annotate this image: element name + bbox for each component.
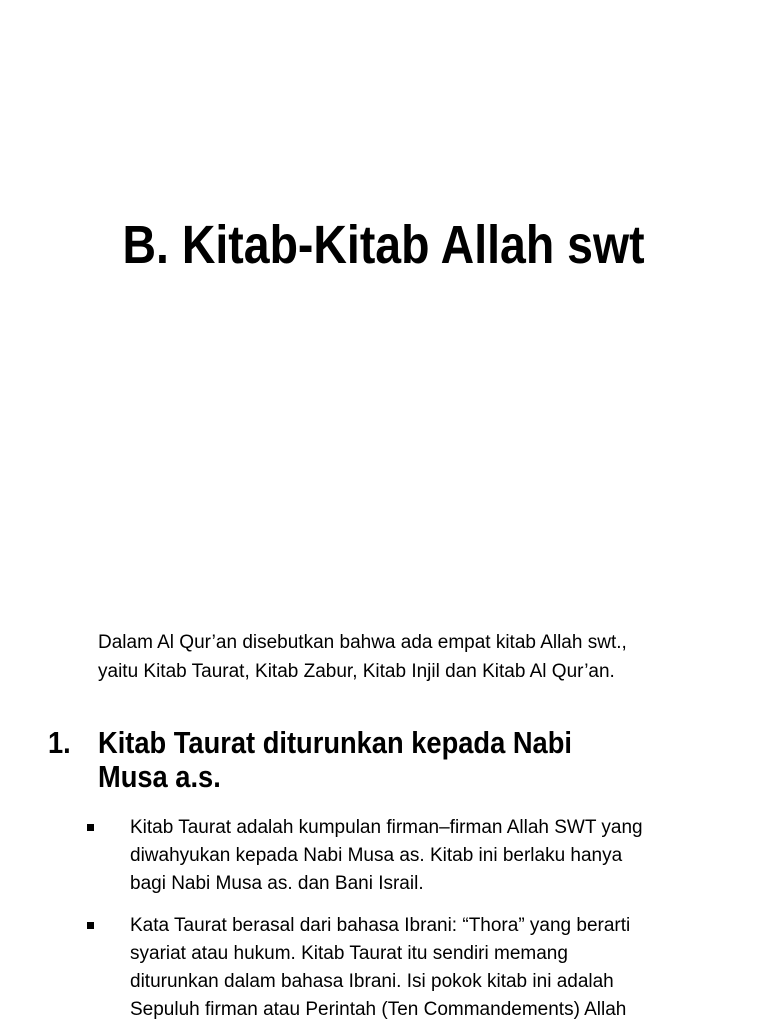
bullet-icon xyxy=(87,922,94,929)
bullet-line: diwahyukan kepada Nabi Musa as. Kitab ini berlaku hanya xyxy=(130,845,623,866)
section-heading-line: Kitab Taurat diturunkan kepada Nabi xyxy=(98,725,572,760)
section-heading xyxy=(98,726,572,794)
bullet-icon xyxy=(87,824,94,831)
page-title-text: B. Kitab-Kitab Allah swt xyxy=(122,215,646,275)
intro-line: Dalam Al Qur’an disebutkan bahwa ada empat kitab Allah swt., xyxy=(98,632,627,653)
bullet-line: syariat atau hukum. Kitab Taurat itu sendiri memang xyxy=(130,943,568,964)
bullet-line: Sepuluh firman atau Perintah (Ten Commandements) Allah xyxy=(130,999,627,1020)
bullet-line: Kata Taurat berasal dari bahasa Ibrani: “Thora” yang berarti xyxy=(130,915,631,936)
bullet-line: diturunkan dalam bahasa Ibrani. Isi pokok kitab ini adalah xyxy=(130,971,614,992)
section-number: 1. xyxy=(48,725,71,760)
section-heading-line: Musa a.s. xyxy=(98,759,221,794)
bullet-line: bagi Nabi Musa as. dan Bani Israil. xyxy=(130,873,424,894)
page-title xyxy=(0,214,768,276)
bullet-item xyxy=(130,912,630,1024)
bullet-item xyxy=(130,814,643,898)
bullet-line: Kitab Taurat adalah kumpulan firman–firman Allah SWT yang xyxy=(130,817,643,838)
intro-paragraph xyxy=(98,628,627,686)
intro-line: yaitu Kitab Taurat, Kitab Zabur, Kitab Injil dan Kitab Al Qur’an. xyxy=(98,661,615,682)
